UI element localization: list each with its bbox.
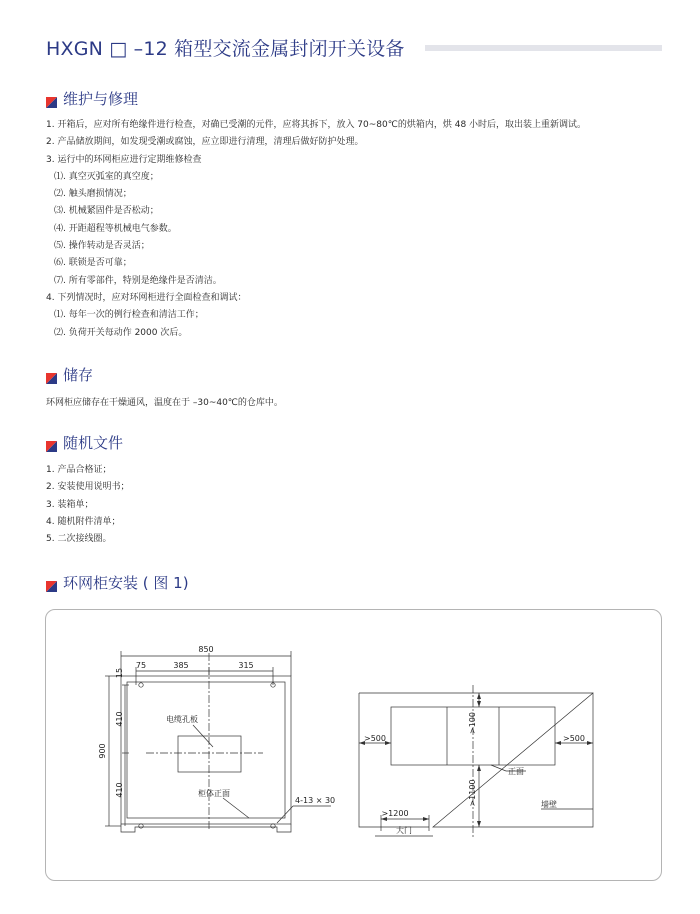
list-subitem: ⑺. 所有零部件，特别是绝缘件是否清洁。 <box>54 275 222 286</box>
list-subitem: ⑷. 开距超程等机械电气参数。 <box>54 223 177 234</box>
section-title: 维护与修理 <box>63 90 139 108</box>
cabinet-base <box>121 824 291 832</box>
list-item: 1. 产品合格证； <box>46 465 112 475</box>
list-subitem: ⑵. 触头磨损情况； <box>54 189 132 200</box>
list-item: 2. 产品储放期间，如发现受潮或腐蚀，应立即进行清理，清理后做好防护处理。 <box>46 137 364 148</box>
mounting-hole <box>139 824 143 828</box>
list-item: 2. 安装使用说明书； <box>46 482 130 493</box>
section-marker-icon <box>46 577 57 588</box>
dim-label: 75 <box>135 661 147 670</box>
list-subitem: ⑹. 联锁是否可靠； <box>54 258 132 269</box>
section-heading-installation <box>46 572 189 593</box>
list-subitem: ⑵. 负荷开关每动作 2000 次后。 <box>54 327 188 338</box>
list-item: 4. 随机附件清单； <box>46 516 121 527</box>
dim-label: >1200 <box>381 809 409 818</box>
gate-label: 大门 <box>396 826 412 835</box>
dim-label: 15 <box>115 667 124 679</box>
list-item: 1. 开箱后，应对所有绝缘件进行检查，对确已受潮的元件，应将其拆下，放入 70~80℃的烘箱内，烘 48 小时后，取出装上重新调试。 <box>46 120 587 130</box>
section-heading-storage <box>46 364 93 385</box>
list-item: 5. 二次接线圈。 <box>46 534 112 545</box>
cabinet-outline <box>121 676 291 824</box>
dim-label: 385 <box>173 661 189 670</box>
dim-label: 850 <box>198 645 214 654</box>
wall-label: 墙壁 <box>541 800 557 809</box>
section-heading-maintenance <box>46 88 138 109</box>
section-title: 环网柜安装 ( 图 1) <box>63 574 189 592</box>
title-decor-bar <box>425 45 662 51</box>
holes-label: 4-13 × 30 <box>295 796 336 805</box>
installation-diagram-frame <box>45 609 662 881</box>
cabinet-front-label: 柜体正面 <box>198 789 230 798</box>
dim-label: >500 <box>563 734 585 743</box>
section-marker-icon <box>46 437 57 448</box>
mounting-hole <box>271 824 275 828</box>
list-item: 3. 装箱单； <box>46 499 94 510</box>
list-item: 3. 运行中的环网柜应进行定期维修检查 <box>46 154 202 165</box>
section-title: 随机文件 <box>63 434 124 452</box>
dim-label: >500 <box>364 734 386 743</box>
cable-hole-label: 电缆孔板 <box>166 715 198 724</box>
dim-label: 410 <box>115 711 124 727</box>
list-subitem: ⑸. 操作转动是否灵活； <box>54 241 150 252</box>
section-marker-icon <box>46 93 57 104</box>
front-label: 正面 <box>508 767 524 776</box>
dim-label: 900 <box>98 743 107 759</box>
section-title: 储存 <box>63 366 94 384</box>
section-heading-documents <box>46 432 123 453</box>
dim-label: 315 <box>238 661 254 670</box>
storage-text: 环网柜应储存在干燥通风，温度在于 –30~40℃的仓库中。 <box>46 398 283 408</box>
installation-diagram <box>46 610 663 882</box>
documents-list <box>46 462 129 548</box>
list-item: 4. 下列情况时，应对环网柜进行全面检查和调试： <box>46 292 247 303</box>
dim-label: 410 <box>115 782 124 798</box>
list-subitem: ⑴. 每年一次的例行检查和清洁工作； <box>54 310 204 321</box>
list-subitem: ⑴. 真空灭弧室的真空度； <box>54 171 159 182</box>
dim-label: >1100 <box>468 779 477 807</box>
maintenance-list <box>46 117 586 342</box>
list-subitem: ⑶. 机械紧固件是否松动； <box>54 206 159 217</box>
cable-hole-plate <box>178 736 241 772</box>
page-title: HXGN □ –12 箱型交流金属封闭开关设备 <box>46 38 405 60</box>
leader-cabinet-front <box>223 798 249 818</box>
mounting-hole <box>139 683 143 687</box>
page-title-row <box>46 34 662 61</box>
section-marker-icon <box>46 369 57 380</box>
dim-label: >100 <box>468 712 477 734</box>
